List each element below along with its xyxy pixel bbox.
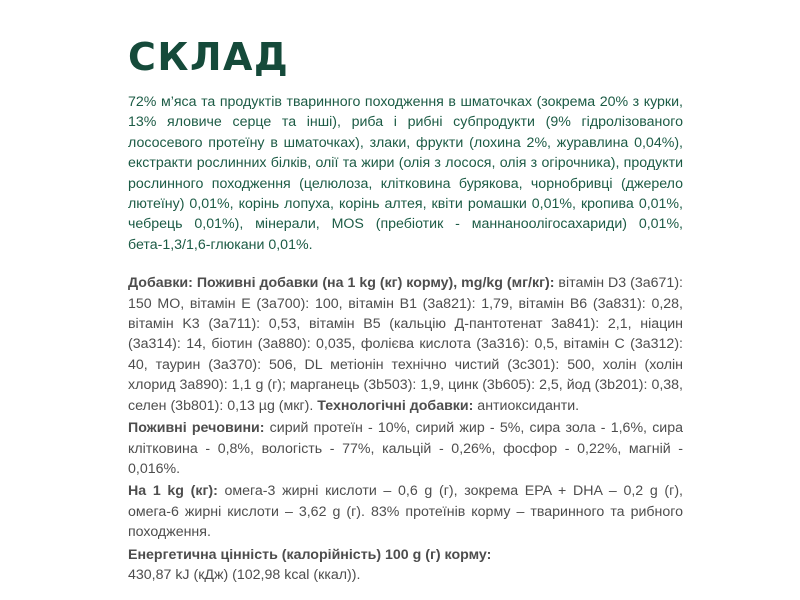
composition-text: 72% м’яса та продуктів тваринного походження в шматочках (зокрема 20% з курки, 13% яловиче серце та інші), риба і рибні субпродукти (9% гідролізованого лососевого протеїну в шматочках), злаки, фрукти (лохина 2%, журавлина 0,04%), екстракти рослинних білків, олії та жири (олія з лосося, олія з огірочника), продукти рослинного походження (целюлоза, клітковина бурякова, чорнобривці (джерело лютеїну) 0,01%, корінь лопуха, корінь алтея, квіти ромашки 0,01%, кропива 0,01%, чебрець 0,01%), мінерали, MOS (пребіотик - маннаноолігосахариди) 0,01%, бета-1,3/1,6-глюкани 0,01%.	[128, 94, 683, 253]
per-kg-text: омега-3 жирні кислоти – 0,6 g (г), зокрема EPA + DHA – 0,2 g (г), омега-6 жирні кислоти – 3,62 g (г). 83% протеїнів корму – тваринного та рибного походження.	[128, 483, 683, 541]
energy-text: 430,87 kJ (кДж) (102,98 kcal (ккал)).	[128, 566, 361, 583]
tech-additives-text: антиоксиданти.	[473, 397, 580, 414]
nutrients-paragraph	[128, 418, 683, 479]
energy-paragraph	[128, 545, 683, 586]
nutrients-text: сирий протеїн - 10%, сирий жир - 5%, сира зола - 1,6%, сира клітковина - 0,8%, вологість - 77%, кальцій - 0,26%, фосфор - 0,22%, магній - 0,016%.	[128, 420, 684, 477]
nutrients-label: Поживні речовини:	[128, 420, 265, 437]
per-kg-paragraph	[128, 481, 683, 542]
additives-text: вітамін D3 (3a671): 150 МО, вітамін Е (3a700): 100, вітамін B1 (3a821): 1,79, вітамін B6 (3a831): 0,28, вітамін K3 (3a711): 0,53, вітамін B5 (кальцію Д-пантотенат 3a841): 2,1, ніацин (3a314): 14, біотин (3a880): 0,035, фолієва кислота (3a316): 0,5, вітамін С (3a312): 40, таурин (3a370): 506, DL метіонін технічно чистий (3c301): 500, холін (холін хлорид 3a890): 1,1 g (г); марганець (3b503): 1,9, цинк (3b605): 2,5, йод (3b201): 0,38, селен (3b801): 0,13 µg (мкг).	[128, 275, 683, 414]
tech-additives-label: Технологічні добавки:	[313, 397, 474, 414]
additives-label: Добавки: Поживні добавки (на 1 kg (кг) корму), mg/kg (мг/кг):	[128, 275, 555, 292]
additives-paragraph	[128, 273, 683, 416]
composition-page	[128, 30, 683, 585]
energy-label: Енергетична цінність (калорійність) 100 g (г) корму:	[128, 546, 492, 563]
details-section	[128, 273, 683, 585]
per-kg-label: На 1 kg (кг):	[128, 483, 218, 500]
page-title: СКЛАД	[128, 35, 290, 79]
